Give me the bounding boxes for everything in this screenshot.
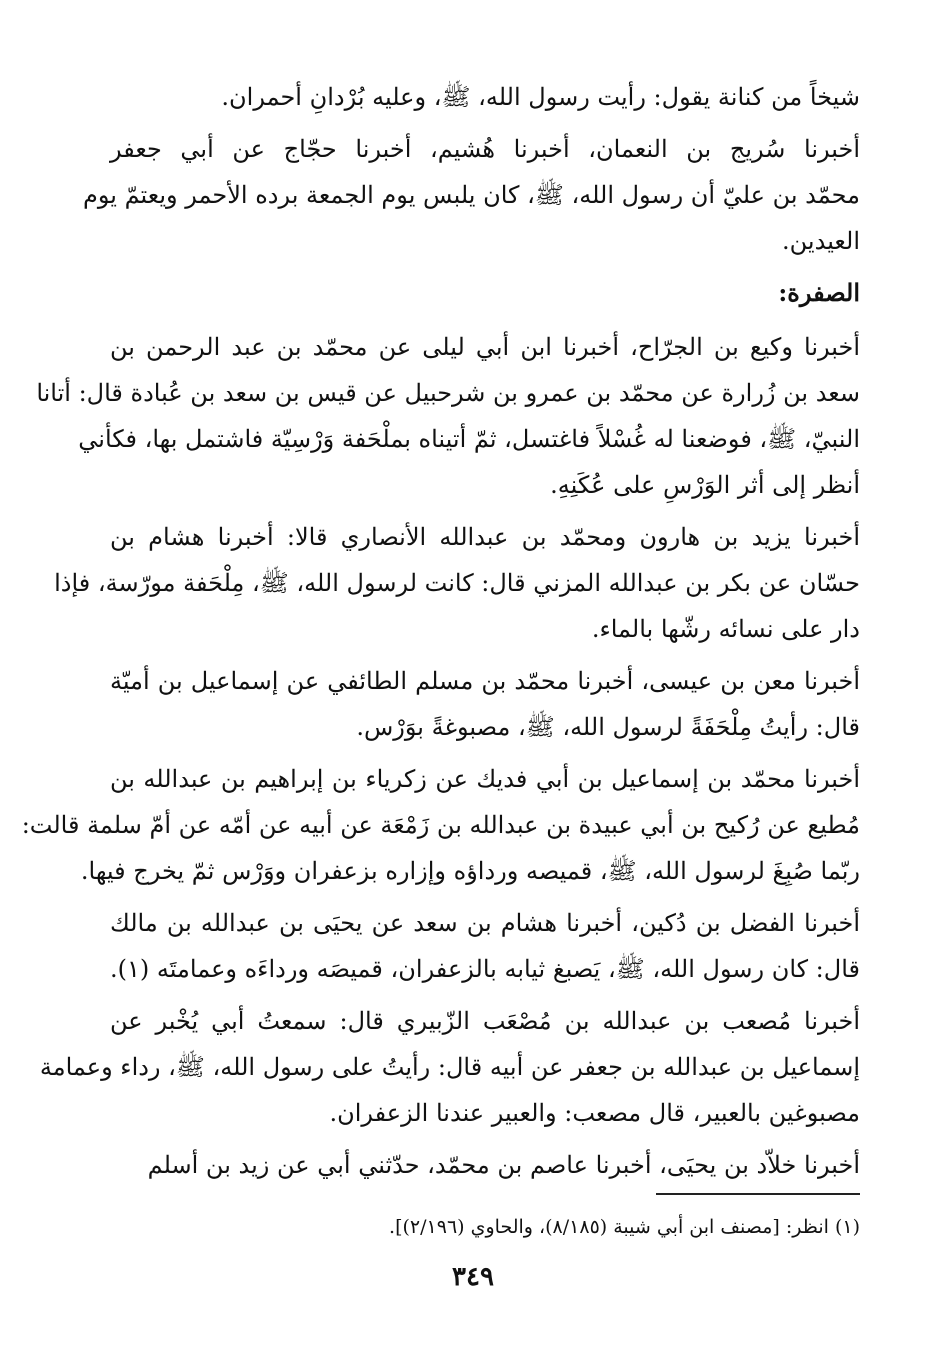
text-line: أخبرنا مُصعب بن عبدالله بن مُصْعَب الزّبيري قال: سمعتُ أبي يُخْبر عن [110, 1007, 860, 1035]
text-line: أنظر إلى أثر الوَرْسِ على عُكَنِهِ. [550, 471, 860, 499]
text-line: قال: كان رسول الله، ﷺ، يَصبغ ثيابه بالزعفران، قميصَه ورداءَه وعمامتَه (١). [110, 955, 860, 983]
text-line: أخبرنا يزيد بن هارون ومحمّد بن عبدالله الأنصاري قالا: أخبرنا هشام بن [110, 523, 860, 551]
page-number: ٣٤٩ [452, 1262, 494, 1292]
text-line: النبيّ، ﷺ، فوضعنا له غُسْلاً فاغتسل، ثمّ أتيناه بملْحَفة وَرْسِيّة فاشتمل بها، فكأني [78, 425, 860, 453]
text-line: قال: رأيتُ مِلْحَفَةً لرسول الله، ﷺ، مصبوغةً بوَرْس. [356, 713, 860, 741]
text-line: دار على نسائه رشّها بالماء. [591, 615, 860, 643]
paragraph [110, 1142, 860, 1188]
footnote: (١) انظر: [مصنف ابن أبي شيبة (٨/١٨٥)، والحاوي (٢/١٩٦)]. [389, 1216, 860, 1238]
paragraph [83, 126, 860, 264]
text-line: حسّان عن بكر بن عبدالله المزني قال: كانت لرسول الله، ﷺ، مِلْحَفة مورّسة، فإذا [54, 569, 860, 597]
paragraph [39, 998, 860, 1136]
text-line: سعد بن زُرارة عن محمّد بن عمرو بن شرحبيل عن قيس بن سعد بن عُبادة قال: أتانا [36, 379, 860, 407]
text-line: ربّما صُبِغَ لرسول الله، ﷺ، قميصه ورداؤه وإزاره بزعفران ووَرْس ثمّ يخرج فيها. [80, 857, 860, 885]
text-line: العيدين. [782, 227, 860, 255]
text-line: أخبرنا خلاّد بن يحيَى، أخبرنا عاصم بن محمّد، حدّثني أبي عن زيد بن أسلم [147, 1151, 860, 1179]
text-line: أخبرنا وكيع بن الجرّاح، أخبرنا ابن أبي ليلى عن محمّد بن عبد الرحمن بن [110, 333, 860, 361]
text-line: محمّد بن عليّ أن رسول الله، ﷺ، كان يلبس يوم الجمعة برده الأحمر ويعتمّ يوم [83, 181, 860, 209]
paragraph [36, 324, 860, 508]
text-line: إسماعيل بن عبدالله بن جعفر عن أبيه قال: رأيتُ على رسول الله، ﷺ، رداء وعمامة [39, 1053, 860, 1081]
section-heading: الصفرة: [778, 278, 860, 307]
text-line: أخبرنا معن بن عيسى، أخبرنا محمّد بن مسلم الطائفي عن إسماعيل بن أميّة [110, 667, 860, 695]
paragraph [54, 514, 860, 652]
footnote-separator [656, 1193, 860, 1195]
text-line: مُطيع عن رُكيح بن أبي عبيدة بن عبدالله بن زَمْعَة عن أبيه عن أمّه عن أمّ سلمة قالت: [21, 811, 860, 839]
paragraph [110, 74, 860, 120]
paragraph [110, 900, 860, 992]
text-line: شيخاً من كنانة يقول: رأيت رسول الله، ﷺ، وعليه بُرْدانِ أحمران. [221, 83, 860, 111]
text-line: أخبرنا سُريج بن النعمان، أخبرنا هُشيم، أخبرنا حجّاج عن أبي جعفر [110, 135, 860, 163]
body-text [21, 74, 860, 1188]
paragraph [21, 756, 860, 894]
text-line: أخبرنا الفضل بن دُكين، أخبرنا هشام بن سعد عن يحيَى بن عبدالله بن مالك [110, 909, 860, 937]
text-line: مصبوغين بالعبير، قال مصعب: والعبير عندنا الزعفران. [329, 1099, 860, 1127]
paragraph [110, 658, 860, 750]
text-line: أخبرنا محمّد بن إسماعيل بن أبي فديك عن زكرياء بن إبراهيم بن عبدالله بن [110, 765, 860, 793]
